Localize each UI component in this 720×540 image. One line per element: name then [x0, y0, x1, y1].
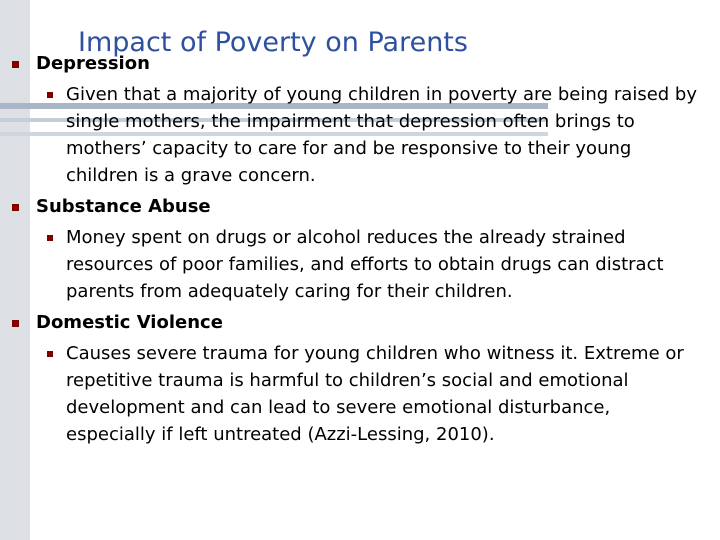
square-bullet-icon — [12, 204, 19, 211]
bullet-detail-substance-abuse — [0, 224, 720, 305]
bullet-heading-text: Depression — [36, 53, 150, 74]
bullet-list — [0, 52, 720, 448]
square-bullet-icon — [47, 351, 53, 357]
bullet-heading-depression — [0, 52, 720, 76]
bullet-heading-substance-abuse — [0, 195, 720, 219]
bullet-detail-depression — [0, 81, 720, 189]
bullet-heading-domestic-violence — [0, 311, 720, 335]
square-bullet-icon — [12, 61, 19, 68]
square-bullet-icon — [47, 92, 53, 98]
slide-title: Impact of Poverty on Parents — [78, 27, 468, 58]
square-bullet-icon — [47, 235, 53, 241]
bullet-detail-text: Causes severe trauma for young children who witness it. Extreme or repetitive trauma is harmful to children’s social and emotional development and can lead to severe emotional disturbance, especially if left untreated (Azzi-Lessing, 2010). — [66, 343, 684, 445]
bullet-detail-text: Money spent on drugs or alcohol reduces the already strained resources of poor families, and efforts to obtain drugs can distract parents from adequately caring for their children. — [66, 227, 664, 302]
square-bullet-icon — [12, 320, 19, 327]
bullet-detail-domestic-violence — [0, 340, 720, 448]
bullet-heading-text: Domestic Violence — [36, 312, 223, 333]
bullet-heading-text: Substance Abuse — [36, 196, 211, 217]
bullet-detail-text: Given that a majority of young children in poverty are being raised by single mothers, the impairment that depression often brings to mothers’ capacity to care for and be responsive to their young children is a grave concern. — [66, 84, 698, 186]
